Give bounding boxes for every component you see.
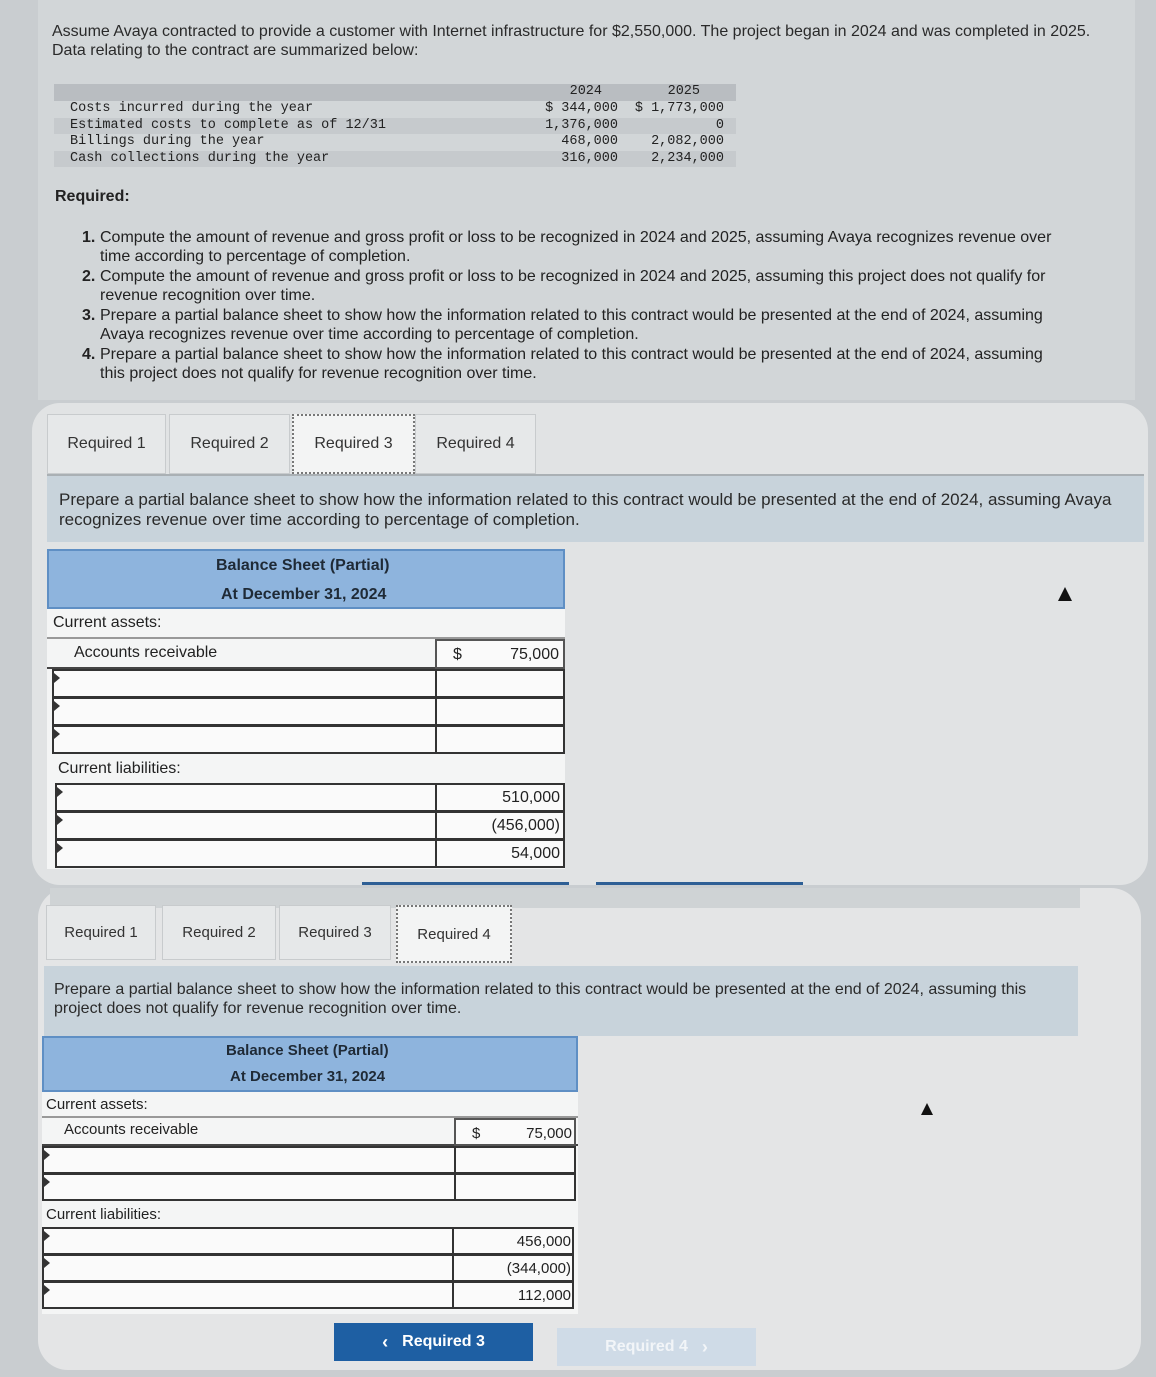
ar-value: 75,000 [510,646,559,663]
mouse-cursor-icon [1058,587,1072,601]
sheet-title: Balance Sheet (Partial) [226,1042,389,1059]
accounts-receivable-label: Accounts receivable [74,644,218,661]
balance-sheet [42,1036,578,1314]
requirements-list [82,228,1072,384]
liability-label-input[interactable] [55,783,438,812]
table-header-row [54,84,736,101]
tab-required-2[interactable]: Required 2 [162,905,276,960]
liability-label-input[interactable] [42,1254,454,1282]
ar-amount-cell[interactable] [435,639,565,669]
tab-required-4[interactable]: Required 4 [396,905,512,963]
table-row [47,639,565,669]
chevron-right-icon: › [701,1336,708,1357]
current-liabilities-row: Current liabilities: [58,760,181,777]
current-liabilities-row: Current liabilities: [46,1206,162,1223]
sheet-date: At December 31, 2024 [221,586,387,603]
chevron-left-icon: ‹ [382,1331,389,1352]
contract-data-table [54,84,736,167]
tab-required-2[interactable]: Required 2 [169,414,290,474]
liability-amount-input[interactable] [435,839,565,868]
header-2024: 2024 [569,84,602,99]
asset-label-input[interactable] [42,1173,456,1201]
next-button[interactable] [557,1328,756,1366]
table-row: Estimated costs to complete as of 12/31 1,376,000 0 [54,118,736,135]
tab-required-3[interactable]: Required 3 [279,905,391,960]
header-2025: 2025 [667,84,700,99]
liability-value: (456,000) [491,817,560,834]
sheet-date: At December 31, 2024 [230,1068,386,1085]
table-row: Costs incurred during the year $ 344,000 $ 1,773,000 [70,101,724,116]
liability-value: 456,000 [516,1233,571,1250]
balance-sheet [47,549,565,869]
liability-amount-input[interactable] [452,1281,574,1309]
liability-value: 510,000 [502,789,560,806]
current-assets-row: Current assets: [47,609,565,639]
required-heading: Required: [55,188,130,205]
liability-amount-input[interactable] [452,1254,574,1282]
table-row [42,1118,578,1146]
liability-label-input[interactable] [55,811,438,840]
liability-label-input[interactable] [55,839,438,868]
list-item: 1. Compute the amount of revenue and gross profit or loss to be recognized in 2024 and 2025, assuming Avaya recognizes revenue over time according to percentage of completion. [82,229,1052,265]
tab-required-3[interactable]: Required 3 [292,414,415,474]
previous-button[interactable] [334,1323,533,1361]
asset-amount-input[interactable] [435,669,565,698]
instruction-prompt: Prepare a partial balance sheet to show how the information related to this contract would be presented at the end of 2024, assuming this project does not qualify for revenue recognition over time. [44,966,1078,1036]
liability-value: 112,000 [517,1287,571,1304]
liability-label-input[interactable] [42,1227,454,1255]
liability-amount-input[interactable] [452,1227,574,1255]
tab-required-1[interactable]: Required 1 [47,414,166,474]
table-row: Cash collections during the year 316,000 2,234,000 [54,151,736,168]
tab-bar [47,414,536,474]
tab-bar [46,905,512,963]
liability-label-input[interactable] [42,1281,454,1309]
asset-amount-input[interactable] [435,725,565,754]
tab-required-4[interactable]: Required 4 [415,414,536,474]
ar-amount-cell[interactable] [454,1118,576,1146]
sheet-title: Balance Sheet (Partial) [216,557,390,574]
currency-sign: $ [453,646,462,663]
current-assets-row: Current assets: [42,1092,578,1118]
instruction-prompt: Prepare a partial balance sheet to show how the information related to this contract would be presented at the end of 2024, assuming Avaya recognizes revenue over time according to percentage of completion. [47,476,1144,542]
list-item: 2. Compute the amount of revenue and gross profit or loss to be recognized in 2024 and 2025, assuming this project does not qualify for revenue recognition over time. [82,268,1046,304]
accounts-receivable-label: Accounts receivable [64,1121,199,1138]
asset-label-input[interactable] [42,1146,456,1174]
list-item: 4. Prepare a partial balance sheet to show how the information related to this contract would be presented at the end of 2024, assuming this project does not qualify for revenue recognition over time. [82,346,1043,382]
asset-amount-input[interactable] [454,1146,576,1174]
list-item: 3. Prepare a partial balance sheet to show how the information related to this contract would be presented at the end of 2024, assuming Avaya recognizes revenue over time according to percentage of completion. [82,307,1043,343]
table-row: Billings during the year 468,000 2,082,000 [70,134,724,149]
tab-required-1[interactable]: Required 1 [46,905,156,960]
next-button-label: Required 4 [605,1338,688,1355]
nav-button-edge [596,882,803,885]
asset-label-input[interactable] [52,697,437,726]
sheet-header [42,1036,578,1092]
liability-value: 54,000 [511,845,560,862]
currency-sign: $ [472,1125,481,1142]
asset-label-input[interactable] [52,725,437,754]
mouse-cursor-icon [921,1103,933,1115]
nav-button-edge [362,882,569,885]
asset-amount-input[interactable] [454,1173,576,1201]
sheet-header [47,549,565,609]
asset-label-input[interactable] [52,669,437,698]
problem-intro: Assume Avaya contracted to provide a customer with Internet infrastructure for $2,550,000. The project began in 2024 and was completed in 2025. Data relating to the contract are summarized below: [52,23,1091,59]
liability-amount-input[interactable] [435,783,565,812]
liability-value: (344,000) [506,1260,571,1277]
asset-amount-input[interactable] [435,697,565,726]
liability-amount-input[interactable] [435,811,565,840]
ar-value: 75,000 [526,1125,572,1142]
previous-button-label: Required 3 [402,1333,485,1350]
